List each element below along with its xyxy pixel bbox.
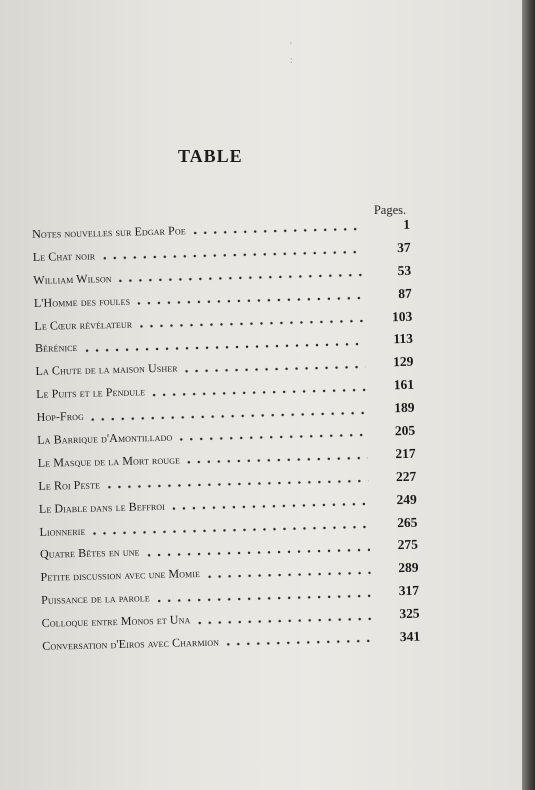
dot-leader [104,479,368,489]
dot-leader [99,250,362,260]
toc-entry-title: La Barrique d'Amontillado [37,429,173,447]
toc-entry-page: 53 [397,262,412,278]
toc-entry-page: 129 [392,354,414,370]
toc-entry-title: La Chute de la maison Usher [35,360,178,379]
toc-entry-page: 87 [398,285,412,301]
toc-entry-title: Quatre Bêtes en une [39,544,140,562]
page-edge-shadow [522,0,535,790]
dot-leader [149,388,366,397]
toc-entry-title: Le Cœur révélateur [34,316,133,333]
toc-entry-page: 103 [391,308,413,324]
toc-entry-page: 249 [396,491,417,507]
dot-leader [182,365,366,373]
toc-entry-title: Bérénice [34,340,78,356]
toc-entry-page: 189 [394,399,415,416]
toc-entry-title: Puissance de la parole [40,590,150,608]
dot-leader [223,639,372,647]
toc-entry-page: 227 [395,468,417,484]
dot-leader [88,410,367,421]
dot-leader [116,273,364,283]
toc-entry-title: Le Chat noir [32,248,96,264]
toc-entry-page: 37 [396,239,411,255]
dot-leader [154,594,371,603]
dot-leader [176,433,367,442]
toc-entry-page: 265 [396,514,418,530]
toc-entry-page: 1 [403,216,411,232]
toc-entry-title: Lionnerie [39,523,86,539]
toc-entry-page: 113 [393,331,414,347]
toc-entry-title: Petite discussion avec une Momie [40,566,201,585]
paper-mark: ' : [290,41,293,66]
dot-leader [184,456,368,464]
pages-column-header: Pages. [373,203,407,217]
toc-entry-title: Conversation d'Eiros avec Charmion [42,634,220,653]
toc-entry-title: Le Roi Peste [38,477,101,493]
dot-leader [89,525,369,536]
toc-entry-title: Le Diable dans le Beffroi [38,498,166,516]
dot-leader [169,502,369,511]
dot-leader [194,616,371,624]
dot-leader [144,548,370,558]
toc-entry-page: 289 [398,560,419,576]
toc-entry-title: Notes nouvelles sur Edgar Poe [32,223,186,241]
table-of-contents [32,217,421,661]
toc-entry-title: Le Masque de la Mort rouge [37,452,181,470]
toc-entry-title: L'Homme des foules [33,293,131,310]
toc-entry-page: 217 [395,445,416,462]
toc-entry-page: 161 [393,376,415,393]
toc-entry-page: 341 [399,628,421,645]
page-title: TABLE [178,146,243,166]
dot-leader [82,342,365,353]
toc-entry-page: 275 [397,537,419,553]
toc-entry-page: 205 [394,422,416,439]
dot-leader [190,227,362,235]
toc-entry-title: William Wilson [33,270,112,287]
dot-leader [204,571,371,579]
toc-entry-page: 325 [399,605,420,622]
toc-entry-page: 317 [398,582,420,599]
toc-entry-title: Colloque entre Monos et Una [41,612,191,631]
dot-leader [136,319,364,329]
toc-entry-title: Le Puits et le Pendule [35,384,146,402]
dot-leader [134,296,364,306]
toc-entry-title: Hop-Frog [36,408,85,425]
